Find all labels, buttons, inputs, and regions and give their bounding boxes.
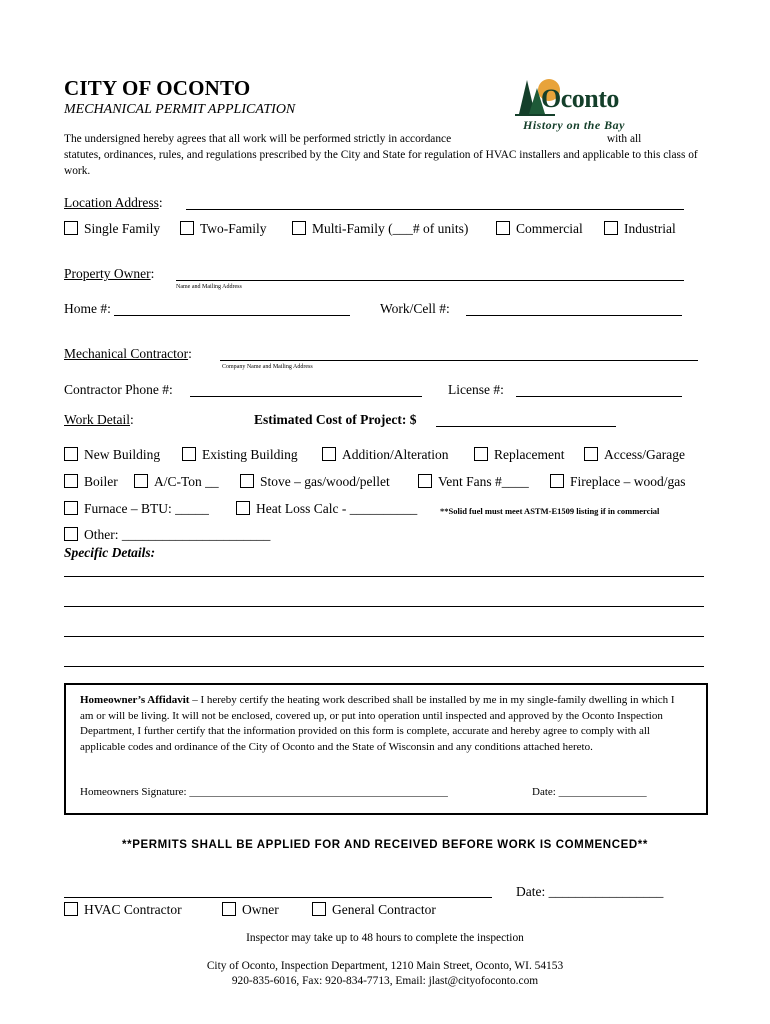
license-field[interactable] [516, 396, 682, 397]
contractor-hint: Company Name and Mailing Address [222, 364, 313, 370]
checkbox[interactable] [496, 221, 510, 235]
checkbox[interactable] [236, 501, 250, 515]
option-existing-building[interactable]: Existing Building [182, 447, 298, 463]
checkbox[interactable] [180, 221, 194, 235]
mechanical-contractor-field[interactable] [220, 360, 698, 361]
option-industrial[interactable]: Industrial [604, 221, 676, 237]
home-phone-label: Home #: [64, 301, 111, 316]
role-owner[interactable]: Owner [222, 902, 279, 918]
checkbox[interactable] [312, 902, 326, 916]
checkbox[interactable] [222, 902, 236, 916]
mechanical-contractor-label: Mechanical Contractor: [64, 346, 192, 361]
option-fireplace[interactable]: Fireplace – wood/gas [550, 474, 685, 490]
checkbox[interactable] [322, 447, 336, 461]
option-new-building[interactable]: New Building [64, 447, 160, 463]
logo-wordmark: Oconto [541, 84, 619, 113]
contractor-phone-label: Contractor Phone #: [64, 382, 173, 397]
option-other[interactable]: Other: ______________________ [64, 527, 270, 543]
role-hvac-contractor[interactable]: HVAC Contractor [64, 902, 182, 918]
option-vent-fans[interactable]: Vent Fans #____ [418, 474, 529, 490]
work-phone-field[interactable] [466, 315, 682, 316]
checkbox[interactable] [64, 221, 78, 235]
option-single-family[interactable]: Single Family [64, 221, 160, 237]
checkbox[interactable] [64, 474, 78, 488]
signature-line[interactable] [64, 897, 492, 898]
option-boiler[interactable]: Boiler [64, 474, 118, 490]
page-title: CITY OF OCONTO [64, 76, 251, 100]
homeowner-signature-field[interactable]: Homeowners Signature: _______________________________________________ [80, 786, 448, 798]
estimated-cost-label: Estimated Cost of Project: $ [254, 412, 417, 427]
checkbox[interactable] [474, 447, 488, 461]
role-general-contractor[interactable]: General Contractor [312, 902, 436, 918]
option-furnace[interactable]: Furnace – BTU: _____ [64, 501, 209, 517]
checkbox[interactable] [64, 527, 78, 541]
specific-details-line[interactable] [64, 606, 704, 607]
option-access-garage[interactable]: Access/Garage [584, 447, 685, 463]
intro-line-1-end: with all [606, 133, 642, 145]
option-heat-loss-calc[interactable]: Heat Loss Calc - __________ [236, 501, 417, 517]
checkbox[interactable] [64, 501, 78, 515]
owner-hint: Name and Mailing Address [176, 284, 242, 290]
checkbox[interactable] [604, 221, 618, 235]
intro-line-1: The undersigned hereby agrees that all work will be performed strictly in accordance [64, 133, 452, 145]
solid-fuel-note: **Solid fuel must meet ASTM-E1509 listing if in commercial [440, 506, 660, 516]
option-two-family[interactable]: Two-Family [180, 221, 267, 237]
checkbox[interactable] [418, 474, 432, 488]
option-commercial[interactable]: Commercial [496, 221, 583, 237]
property-owner-field[interactable] [176, 280, 684, 281]
option-addition-alteration[interactable]: Addition/Alteration [322, 447, 448, 463]
signoff-date-field[interactable]: Date: _________________ [516, 884, 664, 899]
checkbox[interactable] [64, 902, 78, 916]
logo-tagline: History on the Bay [523, 118, 626, 132]
intro-paragraph [64, 131, 724, 179]
affidavit-text: Homeowner’s Affidavit – I hereby certify the heating work described shall be installed by me in my single-family dwelling in which I am or will be living. It will not be enclosed, covered up, or put into operation until inspected and approved by the Oconto Inspection Department, I further certify that the information provided on this form is complete, accurate and hereby agree to comply with all applicable codes and ordinance of the City of Oconto and the State of Wisconsin and any conditions attached hereto. [80, 694, 675, 753]
inspector-note: Inspector may take up to 48 hours to complete the inspection [246, 932, 524, 944]
location-address-label: Location Address: [64, 195, 163, 210]
checkbox[interactable] [240, 474, 254, 488]
affidavit-heading: Homeowner’s Affidavit [80, 694, 190, 706]
checkbox[interactable] [134, 474, 148, 488]
option-stove[interactable]: Stove – gas/wood/pellet [240, 474, 390, 490]
work-detail-label: Work Detail: [64, 412, 134, 427]
option-multi-family[interactable]: Multi-Family (___# of units) [292, 221, 468, 237]
specific-details-line[interactable] [64, 666, 704, 667]
specific-details-line[interactable] [64, 636, 704, 637]
page-subtitle: MECHANICAL PERMIT APPLICATION [64, 102, 296, 117]
footer-address: City of Oconto, Inspection Department, 1210 Main Street, Oconto, WI. 54153 [206, 960, 564, 972]
checkbox[interactable] [584, 447, 598, 461]
homeowner-affidavit-box [64, 683, 708, 815]
footer-contact: 920-835-6016, Fax: 920-834-7713, Email: jlast@cityofoconto.com [231, 975, 539, 987]
specific-details-line[interactable] [64, 576, 704, 577]
license-label: License #: [448, 382, 504, 397]
checkbox[interactable] [64, 447, 78, 461]
checkbox[interactable] [550, 474, 564, 488]
option-replacement[interactable]: Replacement [474, 447, 564, 463]
intro-rest: statutes, ordinances, rules, and regulations prescribed by the City and State for regulation of HVAC installers and applicable to this class of work. [64, 149, 698, 177]
home-phone-field[interactable] [114, 315, 350, 316]
permits-notice: **PERMITS SHALL BE APPLIED FOR AND RECEIVED BEFORE WORK IS COMMENCED** [122, 839, 648, 851]
location-address-field[interactable] [186, 209, 684, 210]
contractor-phone-field[interactable] [190, 396, 422, 397]
specific-details-label: Specific Details: [64, 545, 156, 560]
estimated-cost-field[interactable] [436, 426, 616, 427]
property-owner-label: Property Owner: [64, 266, 155, 281]
affidavit-date-field[interactable]: Date: ________________ [532, 786, 647, 798]
work-phone-label: Work/Cell #: [380, 301, 450, 316]
city-logo [515, 74, 655, 136]
checkbox[interactable] [292, 221, 306, 235]
checkbox[interactable] [182, 447, 196, 461]
option-ac-ton[interactable]: A/C-Ton __ [134, 474, 219, 490]
